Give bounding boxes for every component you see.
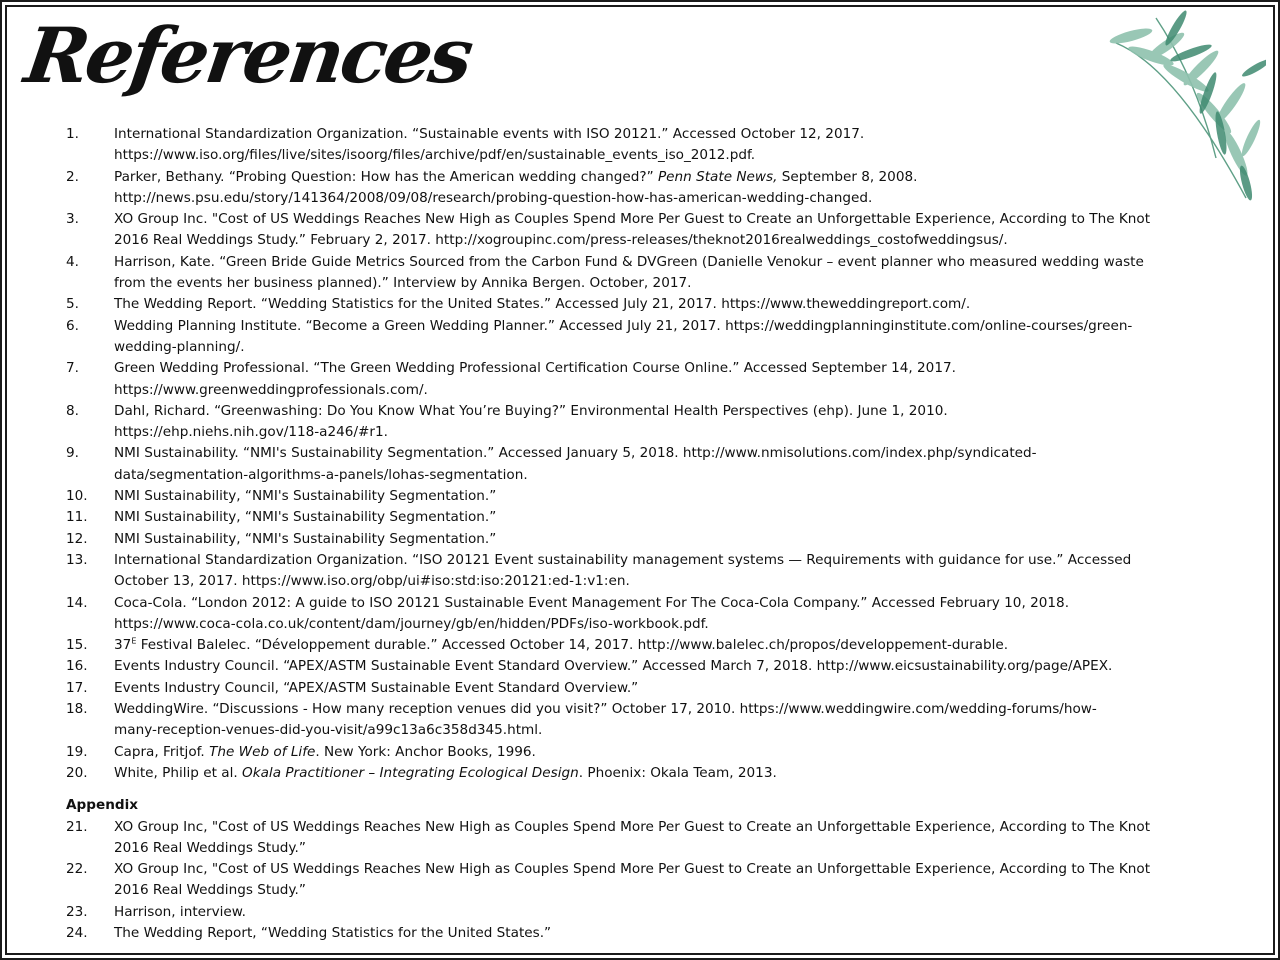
item-text: NMI Sustainability, “NMI's Sustainability Segmentation.” xyxy=(114,530,497,547)
item-number: 14. xyxy=(66,594,88,611)
list-item xyxy=(66,358,1226,401)
list-item xyxy=(66,593,1226,636)
item-number: 10. xyxy=(66,488,88,505)
list-item xyxy=(66,678,1226,699)
item-text: Wedding Planning Institute. “Become a Green Wedding Planner.” Accessed July 21, 2017. https://weddingplanninginstitute.com/online-courses/green- wedding-planning/. xyxy=(114,317,1133,355)
page-title: References xyxy=(19,11,476,100)
item-number: 5. xyxy=(66,296,79,313)
list-item xyxy=(66,742,1226,763)
item-text: Dahl, Richard. “Greenwashing: Do You Know What You’re Buying?” Environmental Health Perspectives (ehp). June 1, 2010. https://ehp.niehs.nih.gov/118-a246/#r1. xyxy=(114,402,948,441)
list-item xyxy=(66,167,1226,210)
item-text: Events Industry Council. “APEX/ASTM Sustainable Event Standard Overview.” Accessed March 7, 2018. http://www.eicsustainability.org/page/APEX. xyxy=(114,658,1113,675)
item-text: XO Group Inc, "Cost of US Weddings Reaches New High as Couples Spend More Per Guest to Create an Unforgettable Experience, According to The Knot 2016 Real Weddings Study.” xyxy=(114,861,1151,899)
item-number: 24. xyxy=(66,924,88,941)
list-item xyxy=(66,124,1226,167)
item-text: XO Group Inc, "Cost of US Weddings Reaches New High as Couples Spend More Per Guest to Create an Unforgettable Experience, According to The Knot 2016 Real Weddings Study.” xyxy=(114,818,1151,856)
item-number: 20. xyxy=(66,764,88,781)
item-number: 19. xyxy=(66,743,88,760)
item-text: White, Philip et al. Okala Practitioner – Integrating Ecological Design. Phoenix: Okala Team, 2013. xyxy=(114,764,777,781)
item-text: NMI Sustainability, “NMI's Sustainability Segmentation.” xyxy=(114,509,497,526)
item-number: 9. xyxy=(66,445,79,462)
list-item xyxy=(66,252,1226,295)
item-number: 1. xyxy=(66,126,79,142)
list-item xyxy=(66,401,1226,444)
list-item xyxy=(66,486,1226,507)
list-item xyxy=(66,763,1226,784)
item-text: The Wedding Report, “Wedding Statistics for the United States.” xyxy=(114,924,552,941)
list-item xyxy=(66,699,1226,742)
item-text: XO Group Inc. "Cost of US Weddings Reaches New High as Couples Spend More Per Guest to Create an Unforgettable Experience, According to The Knot 2016 Real Weddings Study.” February 2, 2017. http://xogroupinc.com/press-releases/theknot2016realweddings_costofweddingsus/. xyxy=(114,211,1151,249)
item-text: International Standardization Organization. “Sustainable events with ISO 20121.” Accessed October 12, 2017. https://www.iso.org/files/live/sites/isoorg/files/archive/pdf/en/sustainable_events_iso_2012.pdf. xyxy=(114,126,865,164)
item-text: Events Industry Council, “APEX/ASTM Sustainable Event Standard Overview.” xyxy=(114,679,639,696)
item-number: 16. xyxy=(66,658,88,675)
list-item xyxy=(66,294,1226,315)
list-item xyxy=(66,316,1226,359)
item-number: 15. xyxy=(66,637,88,654)
list-item xyxy=(66,635,1226,656)
item-number: 18. xyxy=(66,701,88,718)
item-text: WeddingWire. “Discussions - How many reception venues did you visit?” October 17, 2010. https://www.weddingwire.com/wedding-forums/how- many-reception-venues-did-you-visit/a99c13a6c358d345.html. xyxy=(114,701,1097,739)
list-item xyxy=(66,529,1226,550)
appendix-heading: Appendix xyxy=(66,797,139,814)
item-number: 21. xyxy=(66,818,88,835)
item-text: NMI Sustainability, “NMI's Sustainability Segmentation.” xyxy=(114,488,497,505)
list-item xyxy=(66,817,1226,860)
list-item xyxy=(66,443,1226,486)
list-item xyxy=(66,550,1226,593)
item-number: 11. xyxy=(66,509,88,526)
list-item xyxy=(66,209,1226,252)
item-number: 12. xyxy=(66,530,88,547)
list-item xyxy=(66,656,1226,677)
item-text: Harrison, interview. xyxy=(114,903,246,920)
item-text: Green Wedding Professional. “The Green Wedding Professional Certification Course Online.” Accessed September 14, 2017. https://www.greenweddingprofessionals.com/. xyxy=(114,360,956,398)
item-text: NMI Sustainability. “NMI's Sustainability Segmentation.” Accessed January 5, 2018. http://www.nmisolutions.com/index.php/syndicated- data/segmentation-algorithms-a-panels/lohas-segmentation. xyxy=(114,445,1037,483)
item-text: $37^E$ Festival Balelec. “Développement durable.” Accessed October 14, 2017. http://www.balelec.ch/propos/developpement-durable. xyxy=(114,636,1009,654)
item-text: The Wedding Report. “Wedding Statistics for the United States.” Accessed July 21, 2017. https://www.theweddingreport.com/. xyxy=(114,296,971,313)
item-text: Parker, Bethany. “Probing Question: How has the American wedding changed?” Penn State News, September 8, 2008. http://news.psu.edu/story/141364/2008/09/08/research/probing-question-how-has-american-wedding-changed. xyxy=(114,168,918,206)
item-number: 8. xyxy=(66,402,79,419)
item-number: 6. xyxy=(66,317,79,334)
item-number: 22. xyxy=(66,861,88,878)
item-text: Harrison, Kate. “Green Bride Guide Metrics Sourced from the Carbon Fund & DVGreen (Danielle Venokur – event planner who measured wedding waste from the events her business planned).” Interview by Annika Bergen. October, 2017. xyxy=(114,253,1144,292)
item-number: 23. xyxy=(66,903,88,920)
item-number: 17. xyxy=(66,679,88,696)
list-item xyxy=(66,902,1226,923)
item-text: International Standardization Organization. “ISO 20121 Event sustainability management systems — Requirements with guidance for use.” Accessed October 13, 2017. https://www.iso.org/obp/ui#iso:std:iso:20121:ed-1:v1:en. xyxy=(114,551,1132,590)
item-text: Capra, Fritjof. The Web of Life. New York: Anchor Books, 1996. xyxy=(114,743,536,760)
item-text: Coca-Cola. “London 2012: A guide to ISO 20121 Sustainable Event Management For The Coca-Cola Company.” Accessed February 10, 2018. https://www.coca-cola.co.uk/content/dam/journey/gb/en/hidden/PDFs/iso-workbook.pdf. xyxy=(114,594,1070,632)
item-number: 3. xyxy=(66,211,79,228)
list-item xyxy=(66,859,1226,902)
list-item xyxy=(66,507,1226,528)
list-item xyxy=(66,923,1226,944)
references-list xyxy=(66,124,1226,944)
item-number: 2. xyxy=(66,168,79,185)
item-number: 4. xyxy=(66,253,79,270)
item-number: 7. xyxy=(66,360,79,377)
item-number: 13. xyxy=(66,551,88,568)
